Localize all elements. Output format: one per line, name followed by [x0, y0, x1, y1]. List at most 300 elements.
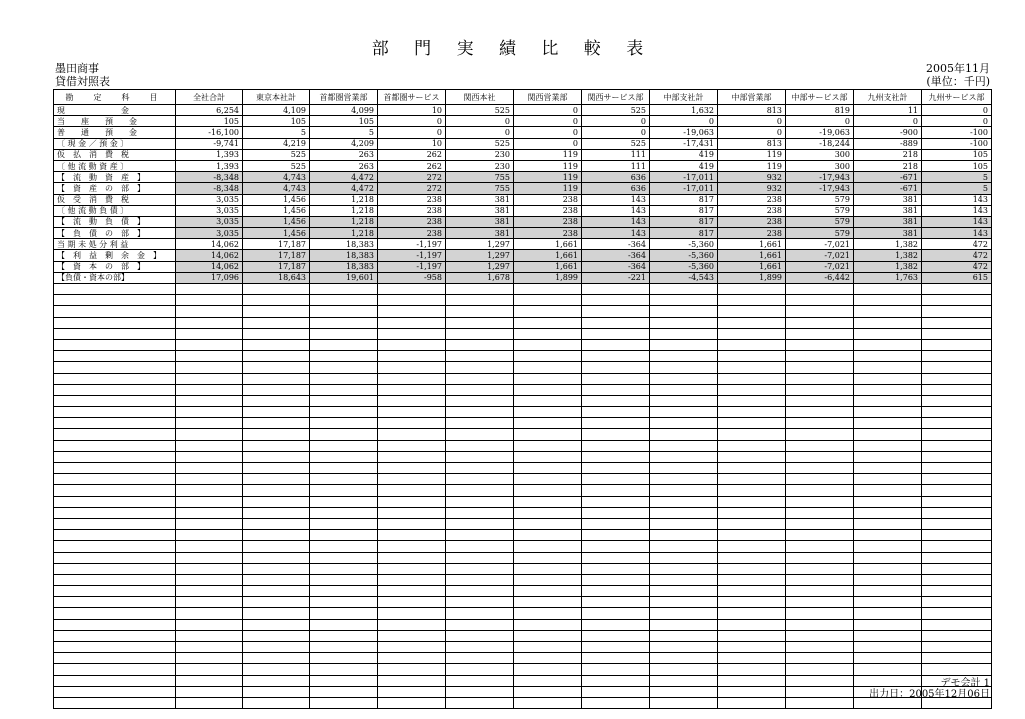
empty-cell — [786, 586, 854, 597]
empty-cell — [718, 339, 786, 350]
empty-cell — [310, 563, 378, 574]
empty-cell — [243, 697, 310, 708]
empty-cell — [854, 362, 922, 373]
value-cell: 381 — [446, 194, 514, 205]
empty-cell — [243, 630, 310, 641]
empty-cell — [378, 429, 446, 440]
empty-cell — [54, 630, 176, 641]
empty-cell — [854, 351, 922, 362]
empty-cell — [54, 485, 176, 496]
value-cell: 238 — [718, 216, 786, 227]
empty-cell — [176, 541, 243, 552]
empty-cell — [378, 351, 446, 362]
value-cell: 10 — [378, 105, 446, 116]
table-row — [54, 194, 992, 205]
empty-row — [54, 664, 992, 675]
empty-cell — [582, 407, 650, 418]
empty-row — [54, 642, 992, 653]
empty-cell — [446, 328, 514, 339]
value-cell: 1,661 — [514, 261, 582, 272]
empty-cell — [582, 463, 650, 474]
empty-cell — [54, 429, 176, 440]
empty-cell — [582, 552, 650, 563]
value-cell: 1,456 — [243, 194, 310, 205]
header-dept: 中部サービス部 — [786, 90, 854, 105]
empty-cell — [310, 429, 378, 440]
empty-cell — [718, 586, 786, 597]
empty-cell — [446, 429, 514, 440]
value-cell: 1,661 — [514, 239, 582, 250]
value-cell: 11 — [854, 105, 922, 116]
empty-cell — [650, 418, 718, 429]
empty-cell — [514, 373, 582, 384]
empty-cell — [54, 496, 176, 507]
empty-cell — [922, 407, 992, 418]
value-cell: 238 — [718, 205, 786, 216]
empty-cell — [176, 686, 243, 697]
empty-cell — [378, 317, 446, 328]
value-cell: -19,063 — [650, 127, 718, 138]
empty-cell — [310, 295, 378, 306]
empty-cell — [582, 574, 650, 585]
empty-cell — [446, 530, 514, 541]
value-cell: 1,218 — [310, 205, 378, 216]
value-cell: 525 — [582, 138, 650, 149]
empty-cell — [514, 451, 582, 462]
empty-cell — [514, 518, 582, 529]
value-cell: 272 — [378, 172, 446, 183]
table-row — [54, 205, 992, 216]
value-cell: 419 — [650, 149, 718, 160]
empty-cell — [243, 317, 310, 328]
empty-cell — [718, 496, 786, 507]
empty-cell — [718, 284, 786, 295]
account-label: 【負債・資本の部】 — [54, 272, 176, 283]
empty-cell — [786, 284, 854, 295]
empty-cell — [176, 295, 243, 306]
empty-row — [54, 675, 992, 686]
empty-cell — [922, 418, 992, 429]
value-cell: 143 — [582, 216, 650, 227]
value-cell: 1,632 — [650, 105, 718, 116]
empty-cell — [718, 351, 786, 362]
empty-cell — [446, 496, 514, 507]
empty-cell — [582, 586, 650, 597]
empty-cell — [786, 295, 854, 306]
empty-cell — [378, 697, 446, 708]
empty-row — [54, 563, 992, 574]
value-cell: 932 — [718, 183, 786, 194]
value-cell: -17,011 — [650, 183, 718, 194]
empty-cell — [650, 395, 718, 406]
empty-cell — [854, 429, 922, 440]
value-cell: -17,943 — [786, 172, 854, 183]
empty-cell — [54, 440, 176, 451]
value-cell: 525 — [446, 138, 514, 149]
empty-cell — [446, 485, 514, 496]
value-cell: 3,035 — [176, 205, 243, 216]
empty-cell — [446, 563, 514, 574]
table-row — [54, 172, 992, 183]
empty-cell — [54, 463, 176, 474]
empty-cell — [310, 664, 378, 675]
empty-cell — [582, 664, 650, 675]
empty-cell — [446, 407, 514, 418]
empty-cell — [514, 418, 582, 429]
empty-cell — [54, 373, 176, 384]
empty-cell — [243, 507, 310, 518]
value-cell: 0 — [718, 116, 786, 127]
empty-cell — [54, 608, 176, 619]
empty-cell — [786, 619, 854, 630]
empty-cell — [514, 630, 582, 641]
empty-cell — [176, 474, 243, 485]
empty-cell — [582, 418, 650, 429]
value-cell: 1,763 — [854, 272, 922, 283]
empty-cell — [310, 373, 378, 384]
empty-cell — [378, 362, 446, 373]
empty-cell — [176, 608, 243, 619]
empty-cell — [718, 384, 786, 395]
value-cell: 5 — [922, 183, 992, 194]
empty-cell — [378, 295, 446, 306]
empty-row — [54, 653, 992, 664]
empty-row — [54, 697, 992, 708]
empty-row — [54, 306, 992, 317]
empty-row — [54, 463, 992, 474]
empty-cell — [650, 474, 718, 485]
empty-cell — [718, 362, 786, 373]
empty-cell — [378, 474, 446, 485]
empty-row — [54, 530, 992, 541]
empty-cell — [786, 507, 854, 518]
empty-cell — [650, 328, 718, 339]
empty-cell — [446, 642, 514, 653]
empty-cell — [310, 485, 378, 496]
empty-cell — [243, 686, 310, 697]
empty-cell — [310, 541, 378, 552]
value-cell: 579 — [786, 194, 854, 205]
empty-cell — [582, 451, 650, 462]
empty-cell — [243, 429, 310, 440]
empty-cell — [582, 395, 650, 406]
empty-cell — [582, 339, 650, 350]
empty-cell — [786, 496, 854, 507]
value-cell: 105 — [922, 149, 992, 160]
empty-cell — [582, 295, 650, 306]
value-cell: 636 — [582, 183, 650, 194]
value-cell: 111 — [582, 149, 650, 160]
empty-cell — [718, 619, 786, 630]
empty-cell — [310, 284, 378, 295]
value-cell: -4,543 — [650, 272, 718, 283]
value-cell: 119 — [514, 172, 582, 183]
empty-cell — [446, 284, 514, 295]
value-cell: -17,943 — [786, 183, 854, 194]
empty-row — [54, 317, 992, 328]
empty-row — [54, 295, 992, 306]
empty-cell — [446, 474, 514, 485]
account-label: 普 通 預 金 — [54, 127, 176, 138]
value-cell: -8,348 — [176, 172, 243, 183]
empty-cell — [378, 664, 446, 675]
empty-cell — [854, 373, 922, 384]
empty-row — [54, 608, 992, 619]
empty-cell — [718, 664, 786, 675]
empty-cell — [786, 541, 854, 552]
empty-cell — [854, 664, 922, 675]
empty-cell — [310, 407, 378, 418]
empty-cell — [378, 306, 446, 317]
empty-cell — [922, 496, 992, 507]
empty-cell — [582, 429, 650, 440]
value-cell: 17,187 — [243, 250, 310, 261]
value-cell: 17,187 — [243, 239, 310, 250]
document-type: 貸借対照表 — [55, 75, 110, 88]
empty-cell — [446, 686, 514, 697]
empty-cell — [310, 552, 378, 563]
empty-cell — [718, 653, 786, 664]
empty-cell — [176, 351, 243, 362]
company-name: 墨田商事 — [55, 62, 99, 75]
empty-cell — [378, 418, 446, 429]
value-cell: -16,100 — [176, 127, 243, 138]
empty-row — [54, 574, 992, 585]
table-row — [54, 105, 992, 116]
value-cell: -221 — [582, 272, 650, 283]
empty-cell — [650, 429, 718, 440]
empty-cell — [243, 608, 310, 619]
empty-cell — [310, 351, 378, 362]
empty-cell — [446, 608, 514, 619]
empty-cell — [310, 384, 378, 395]
value-cell: 0 — [378, 116, 446, 127]
value-cell: -1,197 — [378, 250, 446, 261]
value-cell: 263 — [310, 149, 378, 160]
value-cell: 381 — [446, 205, 514, 216]
value-cell: 238 — [514, 228, 582, 239]
empty-cell — [922, 630, 992, 641]
empty-cell — [243, 642, 310, 653]
empty-cell — [650, 630, 718, 641]
empty-cell — [310, 518, 378, 529]
value-cell: 472 — [922, 261, 992, 272]
empty-cell — [854, 619, 922, 630]
value-cell: 0 — [582, 116, 650, 127]
empty-cell — [650, 675, 718, 686]
value-cell: 1,218 — [310, 228, 378, 239]
empty-cell — [650, 541, 718, 552]
empty-cell — [514, 395, 582, 406]
value-cell: 381 — [854, 228, 922, 239]
value-cell: 17,096 — [176, 272, 243, 283]
empty-cell — [243, 373, 310, 384]
empty-cell — [922, 518, 992, 529]
empty-cell — [446, 373, 514, 384]
empty-cell — [718, 541, 786, 552]
empty-cell — [854, 463, 922, 474]
empty-cell — [786, 474, 854, 485]
empty-cell — [310, 306, 378, 317]
value-cell: 0 — [514, 116, 582, 127]
empty-cell — [378, 518, 446, 529]
empty-cell — [786, 429, 854, 440]
empty-row — [54, 373, 992, 384]
value-cell: -5,360 — [650, 261, 718, 272]
value-cell: 143 — [582, 194, 650, 205]
empty-cell — [718, 608, 786, 619]
empty-cell — [854, 474, 922, 485]
value-cell: 238 — [378, 205, 446, 216]
value-cell: 6,254 — [176, 105, 243, 116]
account-label: 〔 他 流 動 負 債 〕 — [54, 205, 176, 216]
value-cell: 18,383 — [310, 250, 378, 261]
empty-cell — [650, 642, 718, 653]
header-dept: 中部支社計 — [650, 90, 718, 105]
empty-cell — [514, 317, 582, 328]
value-cell: 636 — [582, 172, 650, 183]
value-cell: -5,360 — [650, 239, 718, 250]
empty-cell — [582, 697, 650, 708]
empty-cell — [786, 530, 854, 541]
empty-cell — [176, 496, 243, 507]
empty-cell — [650, 373, 718, 384]
empty-cell — [786, 362, 854, 373]
header-dept: 全社合計 — [176, 90, 243, 105]
empty-cell — [176, 530, 243, 541]
empty-cell — [786, 574, 854, 585]
empty-cell — [650, 407, 718, 418]
empty-cell — [514, 653, 582, 664]
empty-row — [54, 328, 992, 339]
empty-cell — [446, 541, 514, 552]
empty-cell — [310, 507, 378, 518]
empty-cell — [243, 518, 310, 529]
value-cell: -7,021 — [786, 239, 854, 250]
empty-cell — [582, 686, 650, 697]
empty-cell — [243, 440, 310, 451]
empty-cell — [718, 530, 786, 541]
empty-row — [54, 485, 992, 496]
account-label: 【 資 本 の 部 】 — [54, 261, 176, 272]
empty-cell — [922, 429, 992, 440]
empty-cell — [243, 463, 310, 474]
empty-cell — [176, 642, 243, 653]
empty-cell — [582, 328, 650, 339]
empty-cell — [650, 697, 718, 708]
empty-cell — [310, 418, 378, 429]
empty-cell — [718, 574, 786, 585]
value-cell: 525 — [446, 105, 514, 116]
empty-cell — [650, 563, 718, 574]
value-cell: 525 — [243, 149, 310, 160]
empty-cell — [378, 563, 446, 574]
value-cell: -5,360 — [650, 250, 718, 261]
empty-cell — [650, 284, 718, 295]
empty-cell — [176, 440, 243, 451]
value-cell: 0 — [514, 105, 582, 116]
value-cell: 105 — [243, 116, 310, 127]
empty-cell — [378, 463, 446, 474]
value-cell: 817 — [650, 194, 718, 205]
value-cell: 0 — [446, 116, 514, 127]
empty-cell — [54, 653, 176, 664]
empty-cell — [854, 518, 922, 529]
value-cell: 238 — [514, 216, 582, 227]
value-cell: 579 — [786, 216, 854, 227]
empty-cell — [176, 407, 243, 418]
value-cell: 0 — [922, 116, 992, 127]
empty-row — [54, 418, 992, 429]
empty-cell — [378, 339, 446, 350]
empty-cell — [514, 306, 582, 317]
empty-cell — [310, 574, 378, 585]
value-cell: 238 — [718, 228, 786, 239]
empty-cell — [922, 317, 992, 328]
value-cell: 5 — [922, 172, 992, 183]
value-cell: 218 — [854, 149, 922, 160]
value-cell: 143 — [922, 194, 992, 205]
empty-cell — [176, 507, 243, 518]
empty-cell — [446, 451, 514, 462]
empty-row — [54, 284, 992, 295]
empty-cell — [786, 317, 854, 328]
empty-cell — [176, 395, 243, 406]
empty-cell — [922, 485, 992, 496]
empty-cell — [54, 284, 176, 295]
empty-cell — [378, 440, 446, 451]
value-cell: 0 — [718, 127, 786, 138]
empty-cell — [446, 675, 514, 686]
value-cell: 1,661 — [718, 239, 786, 250]
empty-cell — [650, 362, 718, 373]
empty-cell — [54, 507, 176, 518]
empty-cell — [582, 597, 650, 608]
empty-row — [54, 339, 992, 350]
value-cell: 4,209 — [310, 138, 378, 149]
empty-cell — [378, 496, 446, 507]
empty-cell — [718, 675, 786, 686]
empty-cell — [243, 563, 310, 574]
empty-cell — [514, 351, 582, 362]
value-cell: 4,099 — [310, 105, 378, 116]
empty-cell — [446, 586, 514, 597]
value-cell: 0 — [514, 138, 582, 149]
empty-cell — [310, 686, 378, 697]
value-cell: 17,187 — [243, 261, 310, 272]
empty-cell — [854, 642, 922, 653]
empty-cell — [854, 653, 922, 664]
empty-cell — [922, 541, 992, 552]
value-cell: 1,382 — [854, 250, 922, 261]
empty-cell — [922, 395, 992, 406]
empty-row — [54, 586, 992, 597]
value-cell: 105 — [310, 116, 378, 127]
empty-cell — [514, 429, 582, 440]
header-dept: 九州支社計 — [854, 90, 922, 105]
empty-cell — [310, 597, 378, 608]
empty-cell — [582, 642, 650, 653]
empty-cell — [378, 653, 446, 664]
empty-cell — [446, 507, 514, 518]
empty-cell — [514, 328, 582, 339]
empty-cell — [650, 485, 718, 496]
empty-cell — [650, 686, 718, 697]
empty-cell — [310, 328, 378, 339]
empty-row — [54, 451, 992, 462]
empty-cell — [243, 284, 310, 295]
empty-cell — [922, 664, 992, 675]
